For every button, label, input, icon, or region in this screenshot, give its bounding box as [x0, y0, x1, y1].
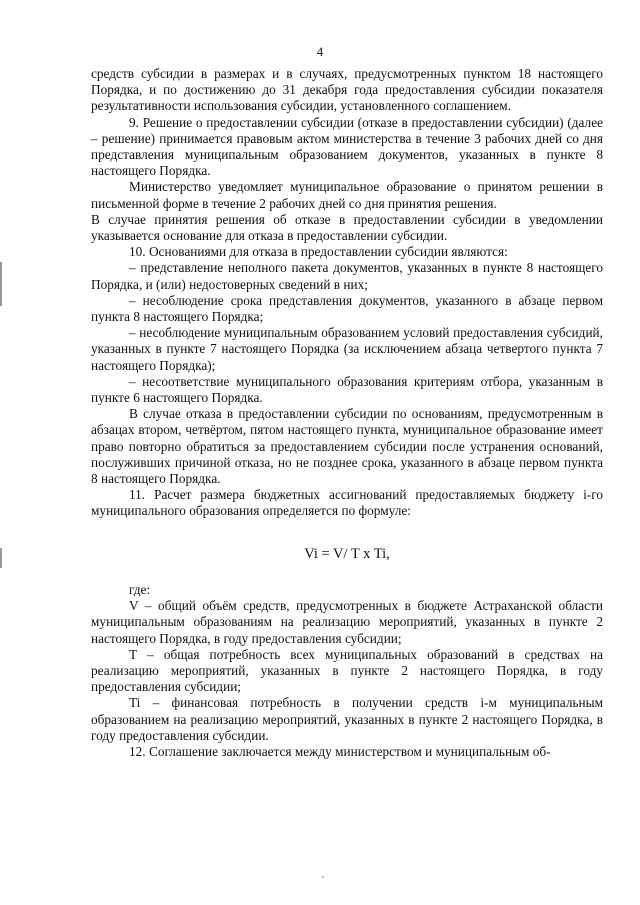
- list-item: – представление неполного пакета документов, указанных в пункте 8 настоящего Порядка, и (или) недостоверных сведений в них;: [91, 260, 603, 292]
- list-item: – несоблюдение срока представления документов, указанного в абзаце первом пункта 8 настоящего Порядка;: [91, 292, 603, 325]
- paragraph-item-10: 10. Основаниями для отказа в предоставлении субсидии являются:: [129, 244, 508, 260]
- paragraph-item-9: 9. Решение о предоставлении субсидии (отказе в предоставлении субсидии) (далее – решение) принимается правовым актом министерства в течение 3 рабочих дней со дня представления муниципальным образованием документов, указанных в пункте 8 настоящего Порядка.: [91, 114, 603, 179]
- formula: Vi = V/ T x Ti,: [304, 545, 390, 562]
- scan-margin-mark: [0, 548, 2, 568]
- where-label: где:: [129, 581, 151, 597]
- paragraph: средств субсидии в размерах и в случаях, предусмотренных пунктом 18 настоящего Порядка, и по достижению до 31 декабря года предоставления субсидии показателя результативности использования субсидии, установленного соглашением.: [91, 66, 603, 114]
- scan-margin-mark: [0, 262, 2, 306]
- paragraph: В случае отказа в предоставлении субсидии по основаниям, предусмотренным в абзацах втором, четвёртом, пятом настоящего пункта, муниципальное образование имеет право повторно обратиться за предоставлением субсидии после устранения оснований, послуживших причиной отказа, но не позднее срока, указанного в абзаце первом пункта 8 настоящего Порядка.: [91, 406, 603, 487]
- definition-t: Т – общая потребность всех муниципальных образований в средствах на реализацию мероприятий, указанных в пункте 2 настоящего Порядка, в году предоставления субсидии;: [91, 646, 603, 695]
- document-body: [91, 66, 603, 760]
- list-item: – несоответствие муниципального образования критериям отбора, указанным в пункте 6 настоящего Порядка.: [91, 373, 603, 406]
- scan-dot: [322, 876, 324, 878]
- paragraph-item-11: 11. Расчет размера бюджетных ассигнований предоставляемых бюджету i-го муниципального образования определяется по формуле:: [91, 487, 603, 519]
- page-number: 4: [316, 44, 324, 59]
- list-item: – несоблюдение муниципальным образованием условий предоставления субсидий, указанных в пункте 7 настоящего Порядка (за исключением абзаца четвертого пункта 7 настоящего Порядка);: [91, 325, 603, 373]
- paragraph-item-12: 12. Соглашение заключается между министерством и муниципальным об-: [129, 743, 551, 759]
- paragraph: В случае принятия решения об отказе в предоставлении субсидии в уведомлении указывается основание для отказа в предоставлении субсидии.: [91, 211, 603, 244]
- paragraph: Министерство уведомляет муниципальное образование о принятом решении в письменной форме в течение 2 рабочих дней со дня принятия решения.: [91, 179, 603, 211]
- definition-ti: Ti – финансовая потребность в получении средств i-м муниципальным образованием на реализацию мероприятий, указанных в пункте 2 настоящего Порядка, в году предоставления субсидии.: [91, 695, 603, 743]
- definition-v: V – общий объём средств, предусмотренных в бюджете Астраханской области муниципальным образованиям на реализацию мероприятий, указанных в пункте 2 настоящего Порядка, в году предоставления субсидии;: [91, 598, 603, 646]
